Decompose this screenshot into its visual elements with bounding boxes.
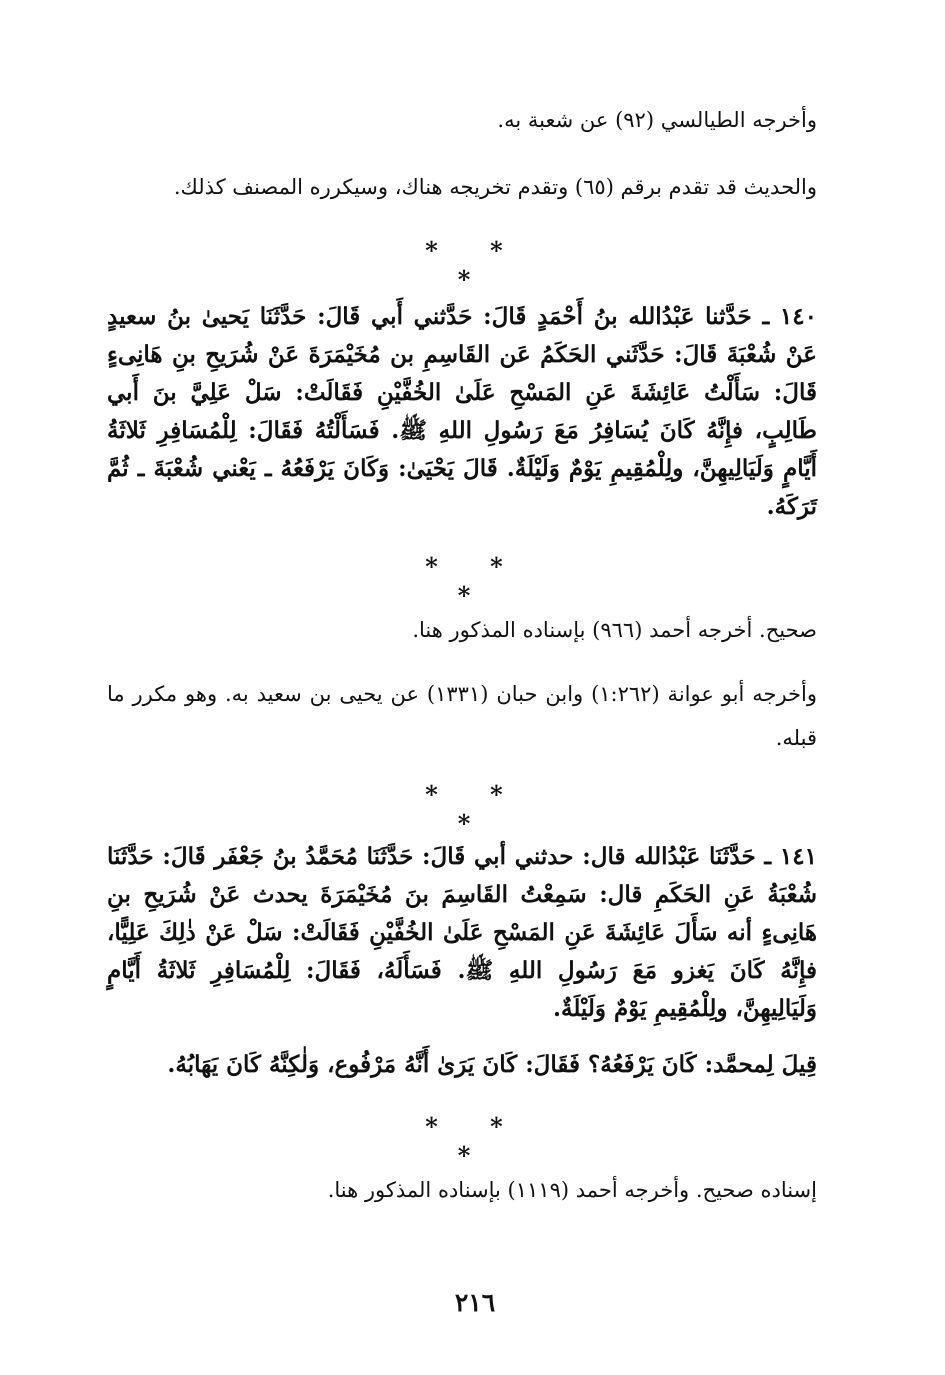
section-separator: * * * (425, 780, 525, 838)
hadith-number: ١٤١ (779, 843, 817, 870)
hadith-text: ـ حَدَّثَنَا عَبْدُالله قال: حدثني أبي قَالَ: حَدَّثَنَا مُحَمَّدُ بنُ جَعْفَر قَالَ: حَدَّثَنَا شُعْبَةُ عَنِ الحَكَمِ قال: سَمِعْتُ القَاسِمَ بنَ مُخَيْمَرَةَ يحدث عَنْ شُرَيحِ بنِ هَانِىءٍ أنه سَأَلَ عَائِشَةَ عَنِ المَسْحِ عَلَىٰ الخُفَّيْنِ فَقَالَتْ: سَلْ عَنْ ذٰلِكَ عَلِيًّا، فإِنَّهُ كَانَ يَغزو مَعَ رَسُولِ اللهِ ﷺ. فَسَأَلَهُ، فَقَالَ: لِلْمُسَافِرِ ثَلاثَةُ أَيَّامٍ وَلَيَالِيهِنَّ، ولِلْمُقِيمِ يَوْمٌ وَلَيْلَةٌ. (107, 843, 817, 1022)
footnote-text: وأخرجه أبو عوانة (١:٢٦٢) وابن حبان (١٣٣١) عن يحيى بن سعيد به. وهو مكرر ما قبله. (107, 682, 817, 750)
hadith-follow-up: قِيلَ لِمحمَّد: كَانَ يَرْفَعُهُ؟ فَقَالَ: كَانَ يَرَىٰ أَنَّهُ مَرْفُوع، وَلٰكِنَّهُ كَانَ يَهَابُهُ. (167, 1051, 817, 1078)
hadith-141 (107, 838, 817, 1028)
section-separator: * * * (425, 1112, 525, 1170)
hadith-number: ١٤٠ (779, 303, 817, 330)
hadith-140 (107, 298, 817, 526)
section-separator: * * * (425, 236, 525, 294)
section-separator: * * * (425, 552, 525, 610)
hadith-text: ـ حَدَّثنا عَبْدُالله بنُ أَحْمَدٍ قَالَ: حَدَّثني أَبي قَالَ: حَدَّثَنَا يَحيىٰ بنُ سعيدٍ عَنْ شُعْبَةَ قَالَ: حَدَّثَني الحَكَمُ عَن القَاسِمِ بن مُخَيْمَرَةَ عَنْ شُرَيحِ بنِ هَانِىءٍ قَالَ: سَأَلْتُ عَائِشَةَ عَنِ المَسْحِ عَلَىٰ الخُفَّيْنِ فَقَالَتْ: سَلْ عَلِيَّ بنَ أَبي طَالِبٍ، فإِنَّهُ كَانَ يُسَافِرُ مَعَ رَسُولِ اللهِ ﷺ. فَسَأَلْتُهُ فَقَالَ: لِلْمُسَافِرِ ثَلاثَةُ أَيَّامٍ وَلَيَالِيهِنَّ، ولِلْمُقِيمِ يَوْمٌ وَلَيْلَةٌ. قَالَ يَحْيَىٰ: وَكَانَ يَرْفَعُهُ ـ يَعْني شُعْبَةَ ـ ثُمَّ تَرَكَهُ. (107, 303, 817, 520)
footnote-text: إسناده صحيح. وأخرجه أحمد (١١١٩) بإسناده المذكور هنا. (327, 1178, 817, 1202)
footnote-text: وأخرجه الطيالسي (٩٢) عن شعبة به. (497, 108, 817, 132)
footnote-text: صحيح. أخرجه أحمد (٩٦٦) بإسناده المذكور هنا. (412, 618, 817, 642)
page-number: ٢١٦ (454, 1288, 496, 1317)
footnote-text: والحديث قد تقدم برقم (٦٥) وتقدم تخريجه هناك، وسيكرره المصنف كذلك. (173, 175, 817, 199)
